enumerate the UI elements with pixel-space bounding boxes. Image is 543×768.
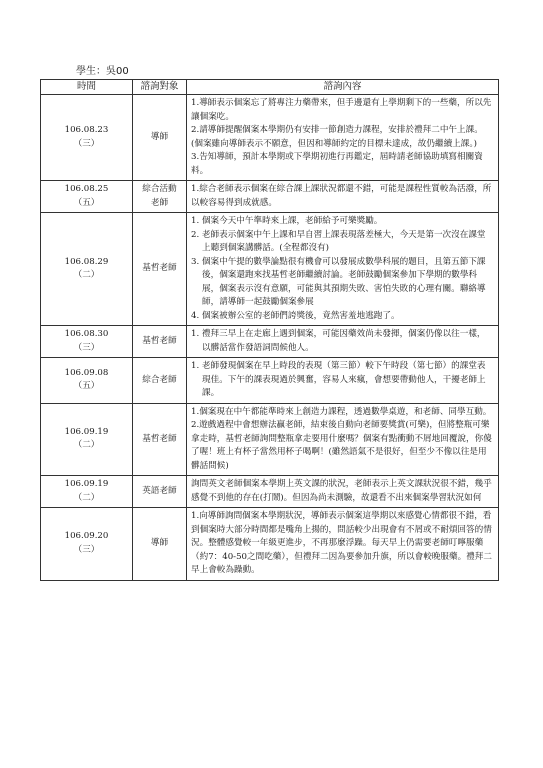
content-item: 2.請導師提醒個案本學期仍有安排一節創造力課程，安排於禮拜二中午上課。(個案雖向導師表示不願意，但因和導師約定的目標未達成，故仍繼續上課。) <box>191 125 483 149</box>
date-text: 106.09.20 <box>64 531 109 542</box>
content-item: 詢問英文老師個案本學期上英文課的狀況，老師表示上英文課狀況很不錯，幾乎感覺不到他的存在(打鬧)。但因為尚未測驗，故還看不出來個案學習狀況如何 <box>191 479 492 503</box>
content-cell <box>187 213 499 326</box>
date-text: 106.09.08 <box>64 367 109 378</box>
weekday-text: （二） <box>73 270 100 280</box>
date-cell <box>41 476 133 508</box>
content-item: 4. 個案被辦公室的老師們誇獎後，竟然害羞地逃跑了。 <box>191 310 400 321</box>
student-label: 學生：吳00 <box>76 66 129 77</box>
content-cell <box>187 508 499 581</box>
content-item: 1. 禮拜三早上在走廊上遇到個案，可能因藥效尚未發揮，個案仍像以往一樣，以髒話當作發語詞問候他人。 <box>191 329 486 353</box>
content-item: 1.綜合老師表示個案在綜合課上課狀況都還不錯，可能是課程性質較為活潑，所以較容易得到成就感。 <box>191 184 492 208</box>
date-text: 106.08.30 <box>64 329 109 339</box>
target-cell <box>133 476 187 508</box>
date-cell <box>41 181 133 213</box>
header-content: 諮詢內容 <box>187 80 499 95</box>
header-time: 時間 <box>41 80 133 95</box>
target-cell <box>133 213 187 326</box>
target-cell <box>133 326 187 358</box>
target-text: 英語老師 <box>142 485 177 496</box>
table-row <box>41 358 499 404</box>
date-text: 106.09.19 <box>64 479 109 489</box>
date-text: 106.08.29 <box>64 256 109 267</box>
content-cell <box>187 358 499 404</box>
content-item: 1.向導師詢問個案本學期狀況，導師表示個案這學期以來感覺心情都很不錯，看到個案時大部分時間都是嘴角上揚的，問話較少出現會有不屑或不耐煩回答的情況。整體感覺較一年級更進步，不再那麼浮躁。每天早上仍需要老師叮嚀服藥（約7：40-50之間吃藥），但禮拜二因為要參加升旗，所以會較晚服藥。禮拜二早上會較為躁動。 <box>191 511 492 575</box>
date-text: 106.08.23 <box>64 125 109 135</box>
content-cell <box>187 181 499 213</box>
consultation-log-table <box>40 79 499 581</box>
weekday-text: （五） <box>73 381 100 392</box>
target-text: 基哲老師 <box>142 263 177 274</box>
date-cell <box>41 326 133 358</box>
log-body <box>41 95 499 581</box>
target-text: 老師 <box>150 197 169 208</box>
target-text: 基哲老師 <box>142 433 177 444</box>
date-text: 106.09.19 <box>64 426 109 437</box>
weekday-text: （三） <box>73 342 100 353</box>
table-row <box>41 508 499 581</box>
content-cell <box>187 476 499 508</box>
target-cell <box>133 358 187 404</box>
table-row <box>41 181 499 213</box>
date-text: 106.08.25 <box>64 184 109 194</box>
content-item: 1.導師表示個案忘了將專注力藥帶來，但手邊還有上學期剩下的一些藥，所以先讓個案吃。 <box>191 98 492 122</box>
target-text: 基哲老師 <box>142 335 177 346</box>
content-item: 1. 老師發現個案在早上時段的表現（第三節）較下午時段（第七節）的課堂表現佳。下午的課表現過於興奮，容易人來瘋，會想要帶動他人，干擾老師上課。 <box>191 361 486 398</box>
date-cell <box>41 95 133 181</box>
content-item: 2.遊戲過程中會想辦法贏老師，結束後自動向老師要獎賞(可樂)，但將整瓶可樂拿走時，基哲老師詢問整瓶拿走要用什麼嗎？個案有點衝動不屑地回覆說，你傻了喔！班上有杯子當然用杯子喝啊！(雖然語氣不是很好，但至少不像以往是用髒話問候) <box>191 420 492 471</box>
content-item: 1.個案現在中午都能準時來上創造力課程，透過數學桌遊，和老師、同學互動。 <box>191 406 492 417</box>
header-target: 諮詢對象 <box>133 80 187 95</box>
date-cell <box>41 403 133 476</box>
table-row <box>41 95 499 181</box>
target-text: 導師 <box>150 131 169 142</box>
weekday-text: （二） <box>73 492 100 503</box>
header-row <box>41 80 499 95</box>
table-row <box>41 326 499 358</box>
target-text: 導師 <box>150 538 169 548</box>
weekday-text: （二） <box>73 440 100 451</box>
content-cell <box>187 403 499 476</box>
target-text: 綜合活動 <box>142 184 177 194</box>
target-cell <box>133 181 187 213</box>
target-cell <box>133 403 187 476</box>
date-cell <box>41 508 133 581</box>
target-cell <box>133 508 187 581</box>
table-row <box>41 213 499 326</box>
weekday-text: （五） <box>73 197 100 208</box>
content-item: 3. 個案中午提的數學論點很有機會可以發展成數學科展的題目，且第五節下課後，個案還跑來找基哲老師繼續討論。老師鼓勵個案參加下學期的數學科展，個案表示沒有意願，可能與其預期失敗、害怕失敗的心理有關。聯絡導師，請導師一起鼓勵個案參展 <box>191 256 486 307</box>
table-row <box>41 476 499 508</box>
target-text: 綜合老師 <box>142 374 177 385</box>
date-cell <box>41 213 133 326</box>
content-cell <box>187 326 499 358</box>
content-item: 2. 老師表示個案中午上課和早自習上課表現落差極大，今天是第一次沒在課堂上聽到個案講髒話。(全程都沒有) <box>191 229 486 253</box>
content-item: 3.告知導師，預計本學期或下學期初進行再鑑定，屆時請老師協助填寫相關資料。 <box>191 152 483 176</box>
content-cell <box>187 95 499 181</box>
date-cell <box>41 358 133 404</box>
content-item: 1. 個案今天中午準時來上課，老師給予可樂獎勵。 <box>191 216 383 226</box>
target-cell <box>133 95 187 181</box>
table-row <box>41 403 499 476</box>
weekday-text: （三） <box>73 544 100 555</box>
weekday-text: （三） <box>73 138 100 149</box>
